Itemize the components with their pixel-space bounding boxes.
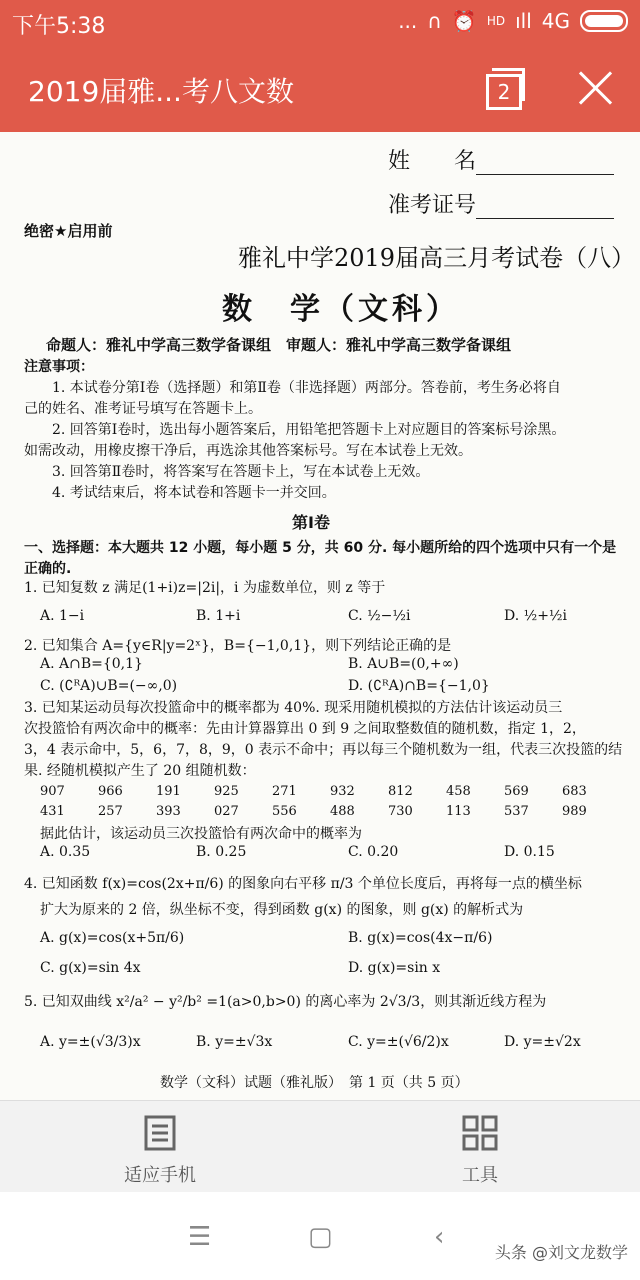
tools-button[interactable]	[380, 1115, 580, 1187]
q4-option-d: D. g(x)=sin x	[348, 960, 441, 976]
random-number: 966	[98, 784, 123, 799]
random-number: 431	[40, 804, 65, 819]
q3-option-b: B. 0.25	[196, 844, 247, 860]
status-time: 下午5:38	[12, 14, 106, 39]
q2-option-b: B. A∪B=(0,+∞)	[348, 656, 459, 672]
page-count-button[interactable]	[486, 68, 526, 108]
random-numbers-row-2	[40, 804, 620, 819]
question-3-line: 3，4 表示命中，5，6，7，8，9，0 表示不命中；再以每三个随机数为一组，代表三次投篮的结	[24, 742, 623, 758]
section-heading-line: 正确的.	[24, 561, 72, 577]
grid-icon	[462, 1115, 498, 1151]
status-icons	[398, 9, 628, 33]
random-number: 932	[330, 784, 355, 799]
question-3-tail: 据此估计，该运动员三次投篮恰有两次命中的概率为	[40, 826, 362, 842]
exam-title: 雅礼中学2019届高三月考试卷（八）	[238, 244, 636, 272]
name-label: 姓 名	[388, 149, 477, 174]
q2-option-c: C. (∁ᴿA)∪B=(−∞,0)	[40, 678, 178, 694]
q2-option-a: A. A∩B={0,1}	[40, 656, 143, 672]
document-lines-icon	[143, 1115, 177, 1151]
headphones-icon: ∩	[427, 9, 442, 33]
random-number: 556	[272, 804, 297, 819]
q4-option-a: A. g(x)=cos(x+5π/6)	[40, 930, 185, 946]
random-number: 683	[562, 784, 587, 799]
question-4-line-1: 4. 已知函数 f(x)=cos(2x+π/6) 的图象向右平移 π/3 个单位长度后，再将每一点的横坐标	[24, 876, 582, 892]
q1-option-c: C. ½−½i	[348, 608, 411, 624]
fit-phone-label: 适应手机	[124, 1165, 196, 1186]
random-number: 191	[156, 784, 181, 799]
question-2: 2. 已知集合 A={y∈R|y=2ˣ}，B={−1,0,1}，则下列结论正确的是	[24, 638, 452, 654]
q2-option-d: D. (∁ᴿA)∩B={−1,0}	[348, 678, 490, 694]
document-page[interactable]	[0, 132, 640, 1100]
random-number: 537	[504, 804, 529, 819]
notice-line: 2. 回答第Ⅰ卷时，选出每小题答案后，用铅笔把答题卡上对应题目的答案标号涂黑。	[52, 422, 566, 438]
q3-option-d: D. 0.15	[504, 844, 555, 860]
notice-line: 如需改动，用橡皮擦干净后，再选涂其他答案标号。写在本试卷上无效。	[24, 443, 472, 459]
q3-option-c: C. 0.20	[348, 844, 399, 860]
section-heading	[24, 538, 624, 580]
random-number: 458	[446, 784, 471, 799]
question-1: 1. 已知复数 z 满足(1+i)z=|2i|，i 为虚数单位，则 z 等于	[24, 580, 386, 596]
page-count: 2	[486, 74, 522, 110]
question-3-line: 次投篮恰有两次命中的概率：先由计算器算出 0 到 9 之间取整数值的随机数，指定 1，2，	[24, 721, 586, 737]
random-number: 907	[40, 784, 65, 799]
menu-icon[interactable]: ☰	[188, 1222, 212, 1252]
section-heading-line: 一、选择题：本大题共 12 小题，每小题 5 分，共 60 分. 每小题所给的四个选项中只有一个是	[24, 540, 617, 556]
question-3-line: 3. 已知某运动员每次投篮命中的概率都为 40%. 现采用随机模拟的方法估计该运动员三	[24, 700, 563, 716]
random-number: 113	[446, 804, 471, 819]
system-nav-bar	[0, 1192, 640, 1280]
q1-option-d: D. ½+½i	[504, 608, 567, 624]
question-3-line: 果. 经随机模拟产生了 20 组随机数：	[24, 763, 256, 779]
random-number: 989	[562, 804, 587, 819]
q5-option-c: C. y=±(√6/2)x	[348, 1034, 449, 1050]
q4-option-c: C. g(x)=sin 4x	[40, 960, 141, 976]
notice-heading: 注意事项：	[24, 359, 94, 375]
fit-phone-button[interactable]	[60, 1115, 260, 1187]
network-type: 4G	[541, 9, 570, 33]
signal-icon: ıll	[515, 9, 532, 33]
id-line	[476, 193, 614, 219]
bottom-toolbar	[0, 1100, 640, 1193]
notice-line: 3. 回答第Ⅱ卷时，将答案写在答题卡上，写在本试卷上无效。	[52, 464, 430, 480]
question-4-line-2: 扩大为原来的 2 倍，纵坐标不变，得到函数 g(x) 的图象，则 g(x) 的解析式为	[40, 902, 524, 918]
random-number: 730	[388, 804, 413, 819]
secret-label: 绝密★启用前	[24, 222, 113, 240]
document-title: 2019届雅...考八文数	[28, 75, 294, 108]
random-number: 569	[504, 784, 529, 799]
q1-option-a: A. 1−i	[40, 608, 85, 624]
random-numbers-row-1	[40, 784, 620, 799]
subject-title: 数 学（文科）	[222, 292, 460, 327]
notice-line: 己的姓名、准考证号填写在答题卡上。	[24, 401, 262, 417]
back-icon[interactable]: ‹	[434, 1222, 445, 1252]
question-3	[24, 698, 624, 782]
name-line	[476, 149, 614, 175]
watermark: 头条 @刘文龙数学	[494, 1243, 628, 1262]
part-title: 第Ⅰ卷	[292, 513, 330, 532]
q3-option-a: A. 0.35	[40, 844, 91, 860]
page-footer: 数学（文科）试题（雅礼版） 第 1 页（共 5 页）	[160, 1075, 469, 1091]
random-number: 027	[214, 804, 239, 819]
q1-option-b: B. 1+i	[196, 608, 241, 624]
notices	[24, 378, 624, 504]
notice-line: 4. 考试结束后，将本试卷和答题卡一并交回。	[52, 485, 336, 501]
tools-label: 工具	[462, 1165, 498, 1186]
close-button[interactable]	[576, 64, 616, 112]
notice-line: 1. 本试卷分第Ⅰ卷（选择题）和第Ⅱ卷（非选择题）两部分。答卷前，考生务必将自	[52, 380, 561, 396]
more-dots-icon: ...	[398, 9, 418, 33]
id-label: 准考证号	[388, 193, 477, 218]
q4-option-b: B. g(x)=cos(4x−π/6)	[348, 930, 493, 946]
q5-option-b: B. y=±√3x	[196, 1034, 273, 1050]
question-5: 5. 已知双曲线 x²/a² − y²/b² =1(a>0,b>0) 的离心率为 2√3/3，则其渐近线方程为	[24, 994, 547, 1010]
random-number: 271	[272, 784, 297, 799]
name-field	[388, 144, 614, 175]
hd-signal-icon: HD	[486, 14, 506, 28]
battery-icon	[580, 10, 628, 32]
viewer-title-bar	[0, 44, 640, 132]
home-icon[interactable]: ▢	[308, 1222, 333, 1252]
random-number: 925	[214, 784, 239, 799]
id-field	[388, 188, 614, 219]
random-number: 812	[388, 784, 413, 799]
random-number: 393	[156, 804, 181, 819]
alarm-icon: ⏰	[451, 9, 477, 33]
q5-option-a: A. y=±(√3/3)x	[40, 1034, 141, 1050]
authors-line: 命题人：雅礼中学高三数学备课组 审题人：雅礼中学高三数学备课组	[46, 336, 512, 354]
random-number: 257	[98, 804, 123, 819]
random-number: 488	[330, 804, 355, 819]
q5-option-d: D. y=±√2x	[504, 1034, 581, 1050]
status-bar	[0, 0, 640, 44]
